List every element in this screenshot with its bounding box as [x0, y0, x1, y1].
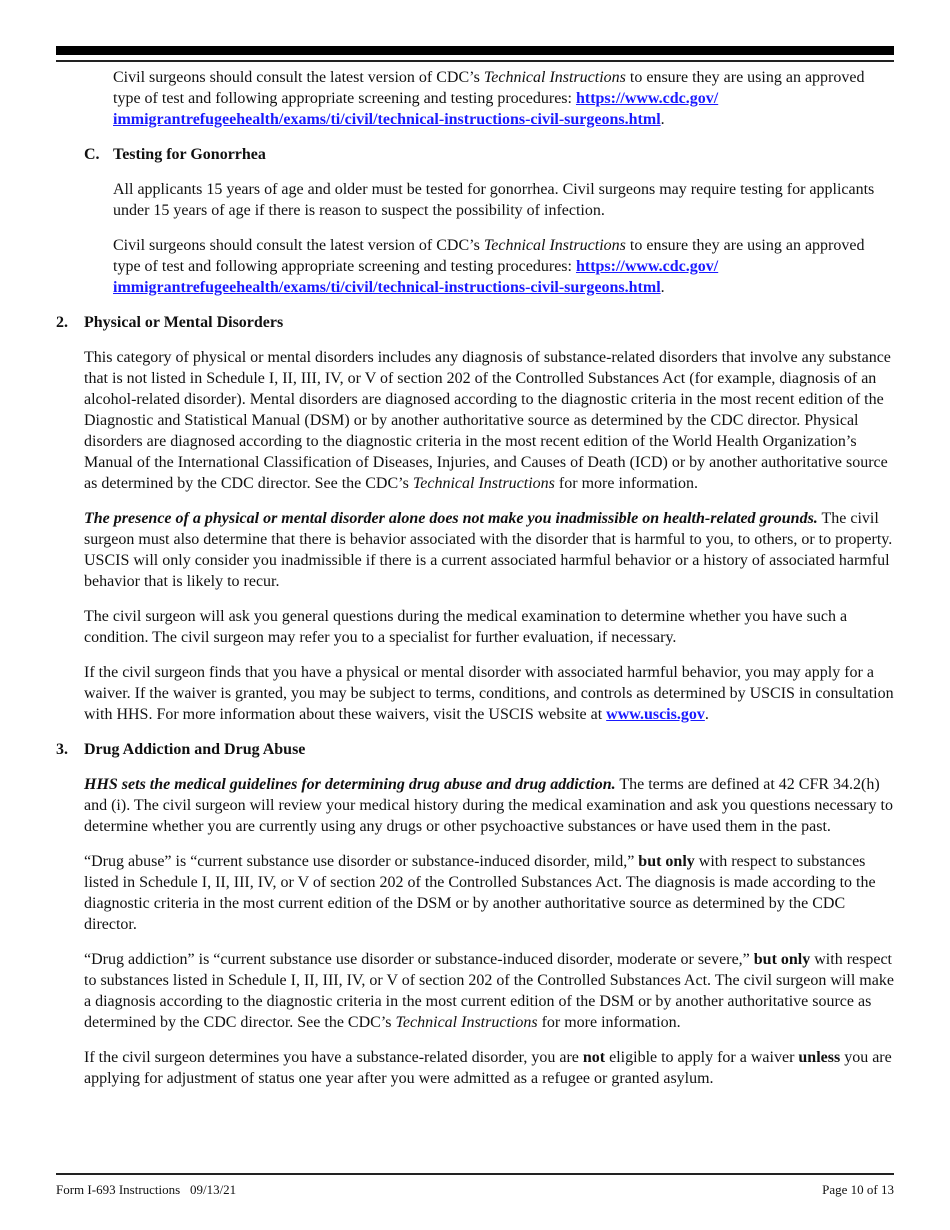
section-heading — [56, 312, 894, 333]
hyperlink[interactable]: https://www.cdc.gov/ immigrantrefugeehealth/exams/ti/civil/technical-instructions-civil-surgeons.html — [113, 90, 719, 128]
section-number: C. — [84, 146, 100, 163]
text-run: for more information. — [554, 475, 698, 492]
paragraph — [56, 235, 894, 298]
text-run: The civil surgeon will ask you general questions during the medical examination to determine whether you have such a condition. The civil surgeon may refer you to a specialist for further evaluation, if necessary. — [84, 608, 848, 646]
paragraph — [56, 179, 894, 221]
text-run: The civil surgeon must also determine that there is behavior associated with the disorder that is harmful to you, to others, or to property. USCIS will only consider you inadmissible if there is a current associated harmful behavior or a history of associated harmful behavior that is likely to recur. — [84, 510, 893, 590]
text-run: with respect to substances listed in Schedule I, II, III, IV, or V of section 202 of the Controlled Substances Act. The civil surgeon will make a diagnosis according to the diagnostic criteria in the most current edition of the DSM or by another authoritative source as determined by the CDC director. See the CDC’s — [84, 951, 894, 1031]
paragraph — [56, 347, 894, 494]
text-run: eligible to apply for a waiver — [605, 1049, 799, 1066]
paragraph — [56, 508, 894, 592]
footer-form-id: Form I-693 Instructions 09/13/21 — [56, 1182, 237, 1197]
paragraph — [56, 774, 894, 837]
text-run: for more information. — [537, 1014, 681, 1031]
text-run: you are applying for adjustment of status one year after you were admitted as a refugee or granted asylum. — [84, 1049, 892, 1087]
text-run: If the civil surgeon finds that you have a physical or mental disorder with associated harmful behavior, you may apply for a waiver. If the waiver is granted, you may be subject to terms, conditions, and controls as determined by USCIS in consultation with HHS. For more information about these waivers, visit the USCIS website at — [84, 664, 894, 723]
bold-text: not — [582, 1049, 606, 1066]
section-title: Physical or Mental Disorders — [84, 314, 284, 331]
section-heading — [56, 739, 894, 760]
section-number: 3. — [56, 741, 68, 758]
text-run: with respect to substances listed in Schedule I, II, III, IV, or V of section 202 of the Controlled Substances Act. The diagnosis is made according to the diagnostic criteria in the most current edition of the DSM or by another authoritative source as determined by the CDC director. — [84, 853, 876, 933]
bold-text: but only — [753, 951, 811, 968]
italic-text: Technical Instructions — [395, 1014, 538, 1031]
paragraph — [56, 67, 894, 130]
italic-text: Technical Instructions — [483, 237, 626, 254]
text-run: . — [704, 706, 709, 723]
paragraph — [56, 851, 894, 935]
paragraph — [56, 662, 894, 725]
section-number: 2. — [56, 314, 68, 331]
section-title: Drug Addiction and Drug Abuse — [84, 741, 306, 758]
header-rule-thick — [56, 46, 894, 55]
text-run: All applicants 15 years of age and older must be tested for gonorrhea. Civil surgeons may require testing for applicants under 15 years of age if there is reason to suspect the possibility of infection. — [113, 181, 875, 219]
text-run: Civil surgeons should consult the latest version of CDC’s — [113, 237, 484, 254]
text-run: . — [660, 279, 665, 296]
bold-italic-text: The presence of a physical or mental disorder alone does not make you inadmissible on health-related grounds. — [84, 510, 818, 527]
paragraph — [56, 949, 894, 1033]
footer-rule — [56, 1173, 894, 1175]
italic-text: Technical Instructions — [412, 475, 555, 492]
paragraph — [56, 1047, 894, 1089]
hyperlink[interactable]: www.uscis.gov — [606, 706, 705, 723]
text-run: Civil surgeons should consult the latest version of CDC’s — [113, 69, 484, 86]
text-run: The terms are defined at 42 CFR 34.2(h) and (i). The civil surgeon will review your medical history during the medical examination and ask you questions necessary to determine whether you are currently using any drugs or other psychoactive substances or have used them in the past. — [84, 776, 893, 835]
text-run: “Drug addiction” is “current substance use disorder or substance-induced disorder, moderate or severe,” — [84, 951, 754, 968]
text-run: to ensure they are using an approved type of test and following appropriate screening and testing procedures: — [113, 237, 865, 275]
header-rule-thin — [56, 60, 894, 62]
bold-text: unless — [798, 1049, 841, 1066]
text-run: . — [660, 111, 665, 128]
text-run: “Drug abuse” is “current substance use disorder or substance-induced disorder, mild,” — [84, 853, 639, 870]
hyperlink[interactable]: https://www.cdc.gov/ immigrantrefugeehealth/exams/ti/civil/technical-instructions-civil-surgeons.html — [113, 258, 719, 296]
footer-page-number: Page 10 of 13 — [822, 1182, 894, 1197]
text-run: This category of physical or mental disorders includes any diagnosis of substance-related disorders that involve any substance that is not listed in Schedule I, II, III, IV, or V of section 202 of the Controlled Substances Act (for example, diagnosis of an alcohol-related disorder). Mental disorders are diagnosed according to the diagnostic criteria in the most recent edition of the Diagnostic and Statistical Manual (DSM) or by another authoritative source as determined by the CDC director. Physical disorders are diagnosed according to the diagnostic criteria in the most recent edition of the World Health Organization’s Manual of the International Classification of Diseases, Injuries, and Causes of Death (ICD) or by another authoritative source as determined by the CDC director. See the CDC’s — [84, 349, 891, 492]
document-body — [56, 67, 894, 1103]
section-title: Testing for Gonorrhea — [113, 146, 266, 163]
paragraph — [56, 606, 894, 648]
bold-italic-text: HHS sets the medical guidelines for determining drug abuse and drug addiction. — [84, 776, 616, 793]
section-heading — [56, 144, 894, 165]
text-run: to ensure they are using an approved type of test and following appropriate screening and testing procedures: — [113, 69, 865, 107]
bold-text: but only — [638, 853, 695, 870]
text-run: If the civil surgeon determines you have a substance-related disorder, you are — [84, 1049, 583, 1066]
italic-text: Technical Instructions — [483, 69, 626, 86]
